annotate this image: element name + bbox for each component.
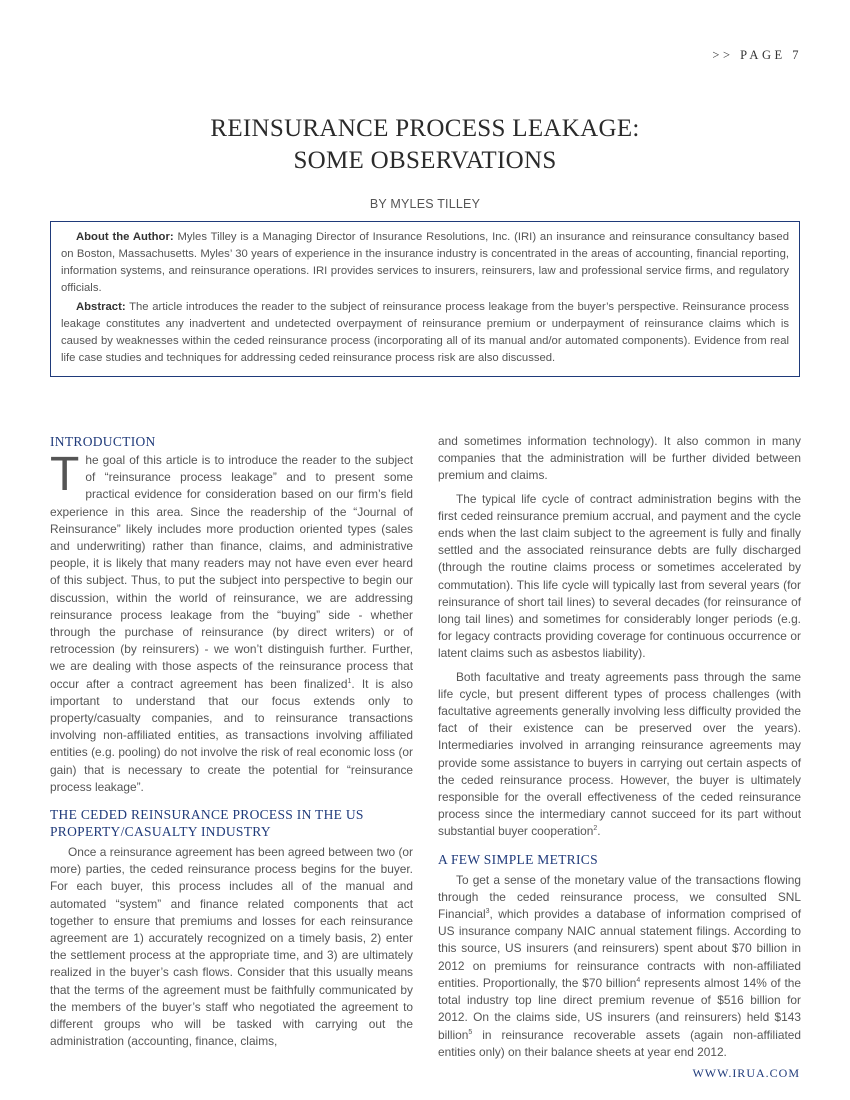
- about-author-label: About the Author:: [76, 231, 174, 243]
- footer-url: WWW.IRUA.COM: [692, 1066, 800, 1080]
- abstract-box: [50, 221, 800, 377]
- byline: BY MYLES TILLEY: [369, 197, 481, 211]
- footnote-ref-4: 4: [636, 976, 641, 984]
- introduction-heading: INTRODUCTION: [50, 434, 156, 449]
- drop-cap: T: [50, 448, 80, 501]
- continued-paragraph: and sometimes information technology). It also common in many companies that the administration will be further divided between premium and claims.: [438, 434, 801, 483]
- footnote-ref-3: 3: [485, 908, 490, 916]
- abstract-text: The article introduces the reader to the subject of reinsurance process leakage from the buyer’s perspective. Reinsurance process leakage constitutes any inadvertent and undetected overpayment of reinsurance premium or underpayment of reinsurance claims which is caused by weaknesses within the ceded reinsurance process (incorporating all of its manual and/or automated components). Evidence from real life case studies and techniques for addressing ceded reinsurance process risk are also discussed.: [61, 301, 789, 364]
- abstract-paragraph: [61, 299, 789, 367]
- title-line-2: SOME OBSERVATIONS: [293, 147, 557, 174]
- abstract-label: Abstract:: [76, 301, 126, 313]
- about-author-text: Myles Tilley is a Managing Director of Insurance Resolutions, Inc. (IRI) an insurance and reinsurance consultancy based on Boston, Massachusetts. Myles’ 30 years of experience in the insurance industry is concentrated in the areas of accounting, financial reporting, information systems, and reinsurance operations. IRI provides services to insurers, reinsurers, law and professional service firms, and regulatory officials.: [61, 231, 789, 294]
- footnote-ref-1: 1: [347, 677, 352, 685]
- title-line-1: REINSURANCE PROCESS LEAKAGE:: [210, 115, 640, 142]
- introduction-paragraph: The goal of this article is to introduce the reader to the subject of “reinsurance process leakage” and to present some practical evidence for consideration based on our firm’s field experience in this area. Since the readership of the “Journal of Reinsurance” likely includes more production oriented types (sales and underwriting) rather than finance, claims, and administrative people, it is likely that many readers may not have even ever heard of this subject. Thus, to put the subject into perspective to begin our discussion, within the world of reinsurance, we are addressing reinsurance process leakage from the “buying” side - whether through the purchase of reinsurance (by direct writers) or of retrocession (by reinsurers) - we won’t distinguish further. Further, we are dealing with those aspects of the reinsurance process that occur after a contract agreement has been finalized$^1$. It is also important to understand that our focus extends only to property/casualty companies, and to reinsurance transactions involving non-affiliated entities, as transactions involving affiliated entities (e.g. pooling) do not involve the risk of real economic loss (or gain) that is necessary to create the potential for “reinsurance process leakage”.: [50, 448, 414, 794]
- about-author-paragraph: [61, 229, 789, 297]
- footnote-ref-5: 5: [468, 1028, 473, 1036]
- lifecycle-paragraph: The typical life cycle of contract administration begins with the first ceded reinsurance premium accrual, and payment and the cycle ends when the last claim subject to the agreement is fully and finally settled and the associated reinsurance debts are fully discharged (through the routine claims process or sometimes accelerated by commutation). This life cycle will typically last from several years (for reinsurance of short tail lines) to several decades (for reinsurance of long tail lines) and sometimes for considerably longer periods (e.g. for legacy contracts providing coverage for continuous occurrence or latent claims such as asbestos liability).: [438, 491, 801, 661]
- ceded-process-heading: THE CEDED REINSURANCE PROCESS IN THE US PROPERTY/CASUALTY INDUSTRY: [50, 807, 364, 840]
- footnote-ref-2: 2: [593, 825, 598, 833]
- right-column: [438, 433, 801, 1061]
- left-column: [50, 433, 413, 1051]
- metrics-heading: A FEW SIMPLE METRICS: [438, 851, 598, 867]
- ceded-process-paragraph: Once a reinsurance agreement has been agreed between two (or more) parties, the ceded reinsurance process begins for the buyer. For each buyer, this process includes all of the manual and automated “system” and finance related components that act together to ensure that premiums and losses for each reinsurance agreement are 1) accurately recognized on a timely basis, 2) enter the settlement process at the appropriate time, and 3) are ultimately realized in the buyer’s cash flows. Consider that this usually means that the terms of the agreement must be faithfully communicated by the members of the buyer’s staff who negotiated the agreement to different groups who will be tasked with carrying out the administration (accounting, finance, claims,: [50, 845, 413, 1049]
- article-title: [0, 113, 850, 177]
- metrics-paragraph: To get a sense of the monetary value of the transactions flowing through the ceded reinsurance process, we consulted SNL Financial$^3$, which provides a database of information comprised of US insurance company NAIC annual statement filings. According to this source, US insurers (and reinsurers) spent about $70 billion in 2012 on premiums for reinsurance contracts with non-affiliated entities. Proportionally, the $70 billion$^4$ represents almost 14% of the total industry top line direct premium revenue of $516 billion for 2012. On the claims side, US insurers (and reinsurers) held $143 billion$^5$ in reinsurance recoverable assets (again non-affiliated entities only) on their balance sheets at year end 2012.: [438, 872, 801, 1059]
- page-number: >> PAGE 7: [712, 48, 802, 62]
- facultative-paragraph: Both facultative and treaty agreements pass through the same life cycle, but present different types of process challenges (with facultative agreements generally involving less difficulty provided the fact of their existence can be preserved over the years). Intermediaries involved in arranging reinsurance agreements may provide some assistance to buyers in carrying out certain aspects of the ceded reinsurance process. However, the buyer is ultimately responsible for the overall effectiveness of the ceded reinsurance process since the intermediary cannot succeed for its part without substantial buyer cooperation$^2$.: [438, 669, 801, 839]
